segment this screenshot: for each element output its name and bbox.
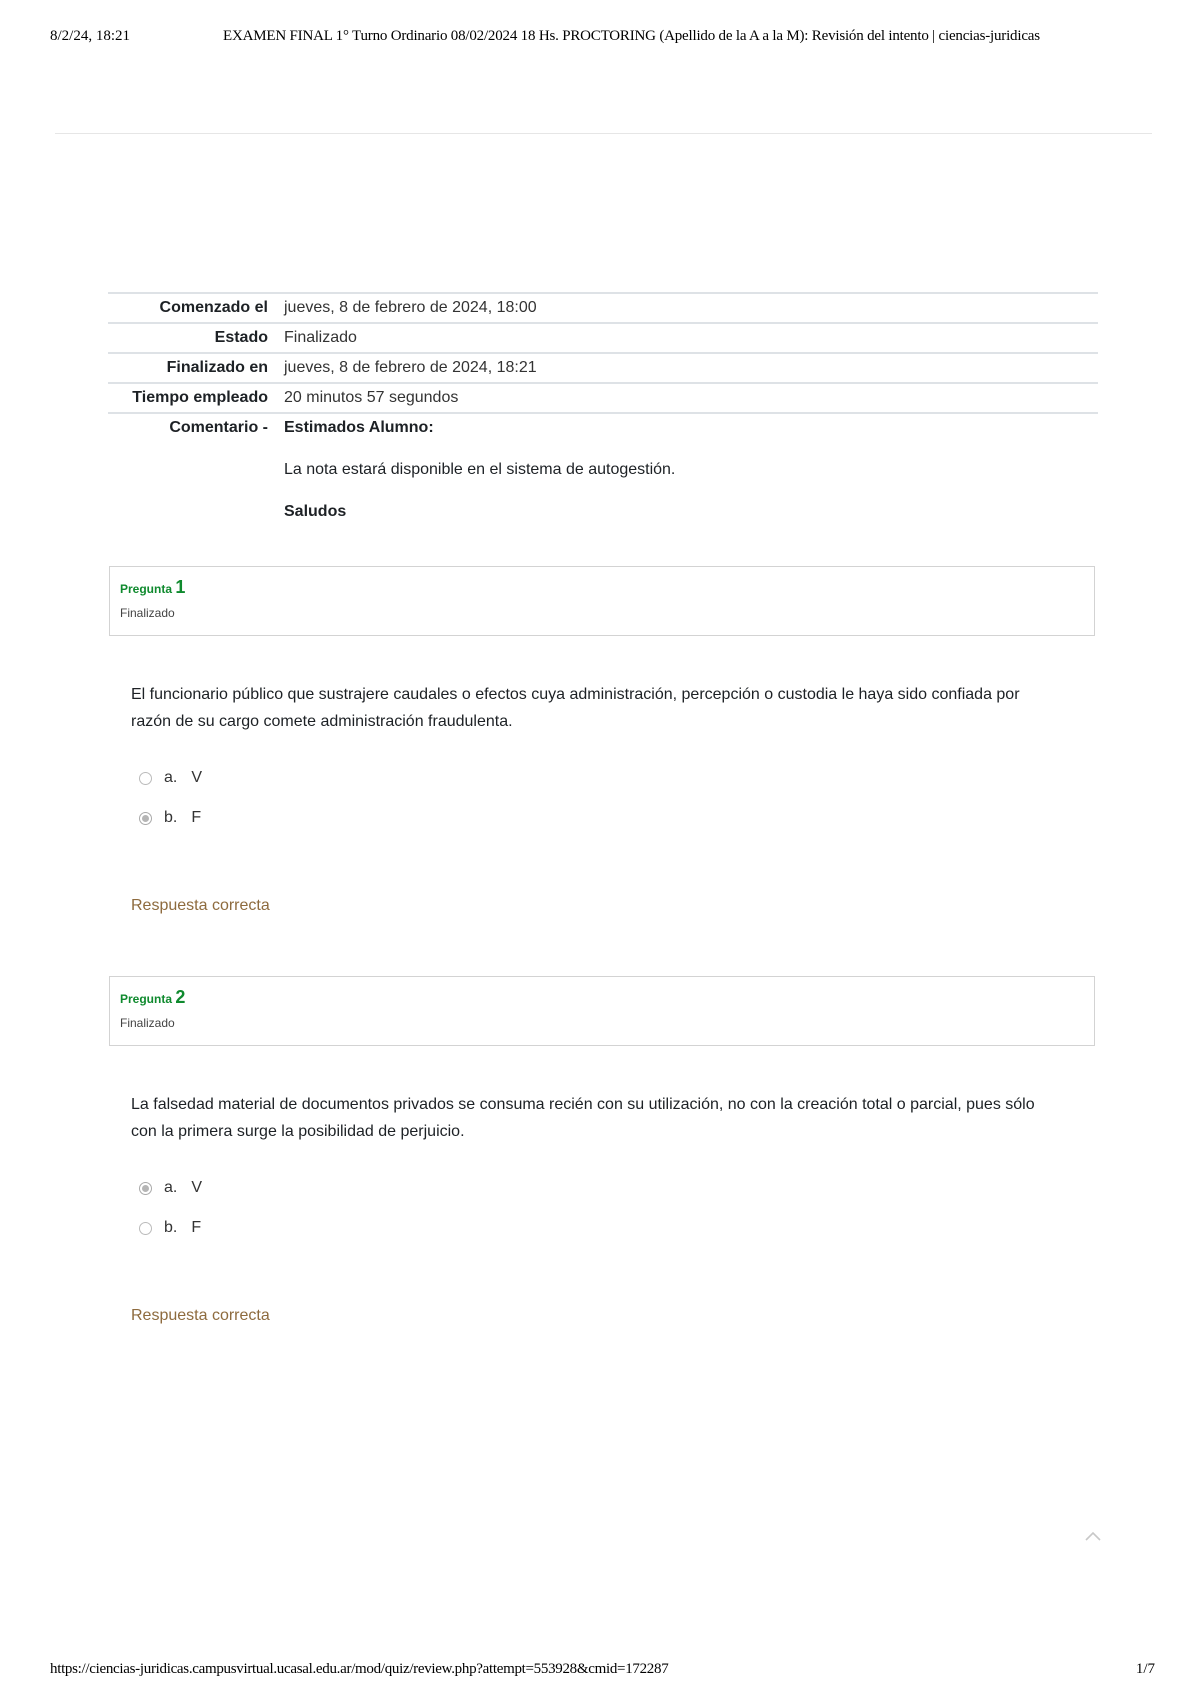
summary-label: Comentario - (108, 413, 276, 526)
summary-label: Finalizado en (108, 353, 276, 383)
radio-button[interactable] (139, 772, 152, 785)
radio-button[interactable] (139, 1222, 152, 1235)
answer-option-a[interactable] (139, 758, 202, 798)
question-2-text: La falsedad material de documentos privados se consuma recién con su utilización, no con la creación total o parcial, pues sólo con la primera surge la posibilidad de perjuicio. (131, 1096, 1035, 1140)
question-label: Pregunta (120, 582, 173, 596)
answer-text: F (191, 1219, 202, 1236)
question-state: Finalizado (120, 606, 175, 620)
summary-value: 20 minutos 57 segundos (276, 383, 1098, 413)
answer-letter: a. (164, 769, 178, 786)
summary-row-comment (108, 413, 1098, 526)
attempt-summary-table (108, 292, 1098, 526)
answer-text: F (191, 809, 202, 826)
radio-button[interactable] (139, 1182, 152, 1195)
summary-row-started (108, 293, 1098, 323)
question-number-value: 1 (175, 577, 186, 597)
question-1-feedback: Respuesta correcta (131, 897, 270, 914)
summary-value: Finalizado (276, 323, 1098, 353)
answer-text: V (191, 1179, 203, 1196)
summary-label: Estado (108, 323, 276, 353)
radio-button[interactable] (139, 812, 152, 825)
summary-row-state (108, 323, 1098, 353)
question-number-value: 2 (175, 987, 186, 1007)
summary-row-finished (108, 353, 1098, 383)
question-number (120, 577, 1084, 598)
feedback-body: La nota estará disponible en el sistema de autogestión. (284, 461, 676, 478)
question-1-text: El funcionario público que sustrajere caudales o efectos cuya administración, percepción o custodia le haya sido confiada por razón de su cargo comete administración fraudulenta. (131, 686, 1020, 730)
question-2-feedback: Respuesta correcta (131, 1307, 270, 1324)
back-to-top-button[interactable] (1082, 1525, 1104, 1547)
answer-letter: b. (164, 809, 178, 826)
answer-letter: a. (164, 1179, 178, 1196)
summary-value: jueves, 8 de febrero de 2024, 18:21 (276, 353, 1098, 383)
chevron-up-icon (1084, 1530, 1102, 1542)
print-page-title: EXAMEN FINAL 1° Turno Ordinario 08/02/2024 18 Hs. PROCTORING (Apellido de la A a la M): Revisión del intento | ciencias-juridicas (223, 28, 1040, 44)
answer-text: V (191, 769, 203, 786)
print-header (50, 28, 1155, 52)
feedback-greeting: Estimados Alumno: (284, 419, 434, 436)
overall-feedback (276, 413, 1098, 526)
answer-option-b[interactable] (139, 1208, 202, 1248)
question-1-info (109, 566, 1095, 636)
answer-option-b[interactable] (139, 798, 202, 838)
summary-value: jueves, 8 de febrero de 2024, 18:00 (276, 293, 1098, 323)
question-state: Finalizado (120, 1016, 175, 1030)
question-number (120, 987, 1084, 1008)
question-1-answers (139, 758, 202, 838)
answer-option-a[interactable] (139, 1168, 202, 1208)
summary-row-time-taken (108, 383, 1098, 413)
print-date: 8/2/24, 18:21 (50, 28, 131, 44)
question-label: Pregunta (120, 992, 173, 1006)
answer-letter: b. (164, 1219, 178, 1236)
feedback-closing: Saludos (284, 503, 347, 520)
question-2-info (109, 976, 1095, 1046)
print-page-number: 1/7 (1135, 1661, 1155, 1677)
print-footer (50, 1661, 1155, 1683)
print-url: https://ciencias-juridicas.campusvirtual.ucasal.edu.ar/mod/quiz/review.php?attempt=553928&cmid=172287 (50, 1661, 669, 1677)
question-2-answers (139, 1168, 202, 1248)
header-divider (55, 133, 1152, 134)
summary-label: Tiempo empleado (108, 383, 276, 413)
summary-label: Comenzado el (108, 293, 276, 323)
